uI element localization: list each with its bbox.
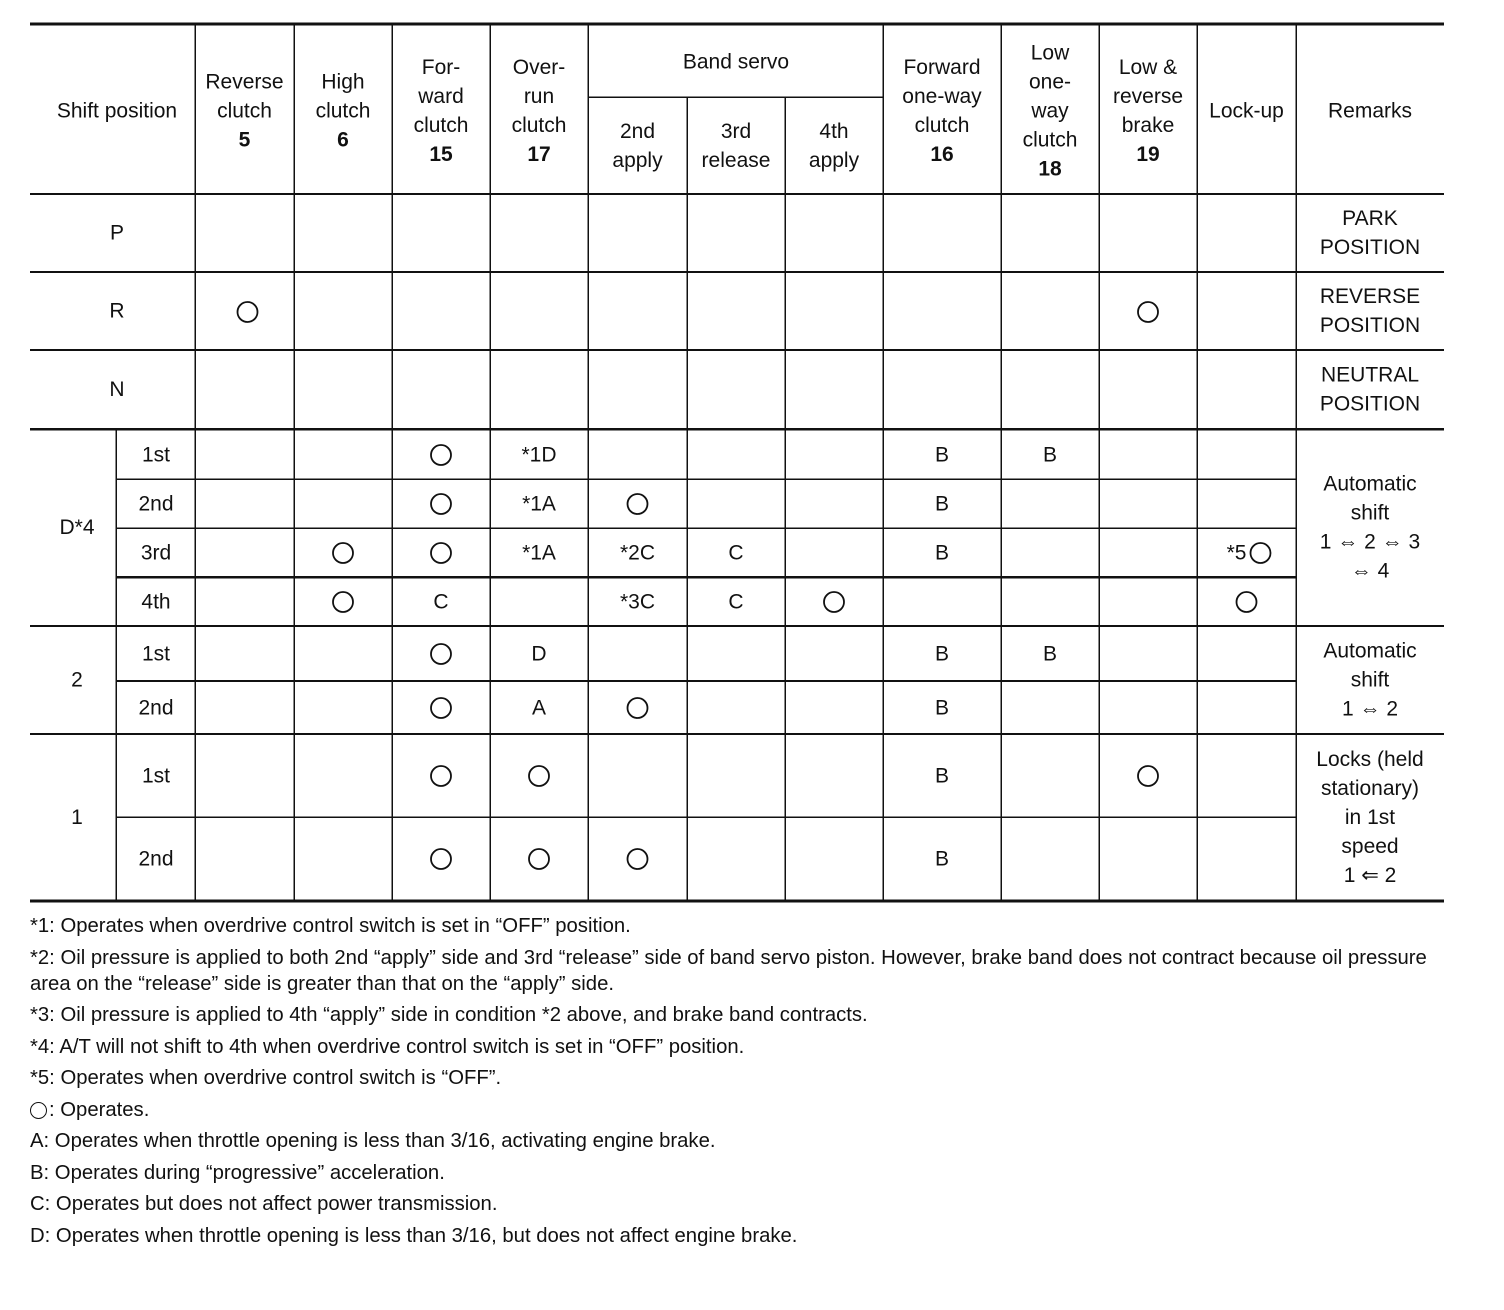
cell-mark: B <box>934 541 950 565</box>
cell-mark: D <box>531 642 547 666</box>
operates-circle-icon <box>1251 543 1271 563</box>
shift-position-label: N <box>109 378 125 401</box>
header-remarks: Remarks <box>1327 99 1413 123</box>
header-column-label: apply <box>612 149 663 172</box>
cell-mark: B <box>934 642 950 666</box>
remarks-text: POSITION <box>1319 236 1421 259</box>
cell-mark: C <box>728 541 744 565</box>
header-column-label: clutch <box>511 114 567 137</box>
cell-mark: C <box>433 590 449 614</box>
footnote-2: *2: Oil pressure is applied to both 2nd “apply” side and 3rd “release” side of band servo piston. However, brake band does not contract because oil pressure area on the “release” side is greater than that on the “apply” side. <box>30 946 1427 995</box>
cell-mark: *1D <box>521 443 557 467</box>
header-column-label: Reverse <box>205 70 284 94</box>
legend-a: A: Operates when throttle opening is less than 3/16, activating engine brake. <box>30 1130 716 1152</box>
shift-position-label: P <box>109 221 125 245</box>
operates-circle-icon <box>824 592 844 612</box>
header-column-label: 4th <box>819 120 849 143</box>
header-column-label: release <box>701 149 771 172</box>
operates-circle-icon <box>529 766 549 786</box>
cell-mark: B <box>934 443 950 467</box>
cell-mark: B <box>1042 642 1058 666</box>
shift-position-label: R <box>109 299 125 323</box>
header-column-label: clutch <box>217 99 272 123</box>
footnote-3: *3: Oil pressure is applied to 4th “apply” side in condition *2 above, and brake band contracts. <box>30 1004 868 1026</box>
gear-label: 1st <box>141 764 171 788</box>
header-column-label: Lock-up <box>1209 99 1284 123</box>
header-column-label: brake <box>1121 114 1175 137</box>
operates-circle-icon <box>628 494 648 514</box>
remarks-text: 1 ⇔ 2 <box>1341 697 1399 721</box>
operates-circle-icon <box>431 698 451 718</box>
gear-label: 1st <box>141 443 171 467</box>
shift-position-label: D*4 <box>59 516 95 539</box>
footnote-4: *4: A/T will not shift to 4th when overdrive control switch is set in “OFF” position. <box>30 1035 745 1058</box>
header-band-servo: Band servo <box>682 50 790 74</box>
operates-circle-icon <box>431 849 451 869</box>
cell-mark: A <box>531 696 547 720</box>
remarks-text: speed <box>1341 835 1399 858</box>
header-column-label: For- <box>421 56 461 79</box>
operates-circle-icon <box>238 302 258 322</box>
operates-circle-icon <box>1138 766 1158 786</box>
operates-circle-icon <box>1138 302 1158 322</box>
remarks-text: POSITION <box>1319 392 1421 416</box>
operates-circle-icon <box>1237 592 1257 612</box>
header-column-label: High <box>321 70 365 94</box>
header-column-label: clutch <box>413 114 469 137</box>
shift-position-label: 2 <box>71 668 83 692</box>
remarks-text: Automatic <box>1323 472 1417 496</box>
cell-mark: B <box>934 764 950 788</box>
cell-mark: *1A <box>522 492 556 516</box>
gear-label: 2nd <box>138 847 174 871</box>
operates-circle-icon <box>333 592 353 612</box>
legend-b: B: Operates during “progressive” acceleration. <box>30 1161 445 1184</box>
remarks-text: in 1st <box>1344 806 1396 829</box>
legend-d: D: Operates when throttle opening is less than 3/16, but does not affect engine brake. <box>30 1224 798 1247</box>
header-column-label: 2nd <box>619 120 656 143</box>
legend-operates <box>30 1097 1470 1123</box>
cell-mark: B <box>934 696 950 720</box>
remarks-text: Locks (held <box>1316 748 1424 771</box>
shift-position-label: 1 <box>71 806 83 829</box>
cell-mark: *5 <box>1226 541 1247 565</box>
header-column-label: Over- <box>512 56 566 79</box>
cell-mark: *2C <box>619 541 656 565</box>
header-column-label: clutch <box>315 99 371 123</box>
operates-circle-icon <box>333 543 353 563</box>
remarks-text: shift <box>1350 501 1390 525</box>
header-column-number: 6 <box>337 128 349 152</box>
remarks-text: PARK <box>1342 207 1398 230</box>
cell-mark: B <box>934 847 950 871</box>
remarks-text: 1 ⇐ 2 <box>1343 864 1397 887</box>
footnotes <box>30 913 1470 1254</box>
header-column-label: run <box>523 85 555 108</box>
operates-circle-icon <box>431 445 451 465</box>
circle-icon <box>30 1102 47 1119</box>
header-column-label: one- <box>1028 70 1072 94</box>
header-column-label: Low & <box>1118 56 1178 79</box>
footnote-1: *1: Operates when overdrive control switch is set in “OFF” position. <box>30 915 631 937</box>
operates-circle-icon <box>628 849 648 869</box>
header-column-label: apply <box>808 149 860 172</box>
operates-circle-icon <box>628 698 648 718</box>
footnote-5: *5: Operates when overdrive control switch is “OFF”. <box>30 1067 502 1089</box>
operates-circle-icon <box>431 644 451 664</box>
cell-mark: *1A <box>522 541 556 565</box>
header-column-number: 17 <box>527 143 551 166</box>
header-column-number: 16 <box>930 143 954 166</box>
header-column-label: Forward <box>903 56 981 79</box>
remarks-text: shift <box>1350 668 1390 692</box>
gear-label: 1st <box>141 642 171 666</box>
remarks-text: NEUTRAL <box>1320 363 1420 387</box>
remarks-text: 1 ⇔ 2 ⇔ 3 <box>1319 530 1421 554</box>
header-column-label: one-way <box>902 85 982 108</box>
gear-label: 2nd <box>138 492 174 516</box>
header-column-number: 5 <box>238 128 251 152</box>
gear-label: 2nd <box>138 696 174 720</box>
header-shift-position: Shift position <box>56 99 178 123</box>
header-column-label: 3rd <box>720 120 752 143</box>
header-column-label: way <box>1031 99 1069 123</box>
header-column-number: 15 <box>429 143 453 166</box>
operates-circle-icon <box>529 849 549 869</box>
cell-mark: C <box>728 590 744 614</box>
remarks-text: stationary) <box>1320 777 1420 800</box>
header-column-number: 19 <box>1136 143 1160 166</box>
operates-circle-icon <box>431 543 451 563</box>
gear-label: 4th <box>141 590 171 614</box>
remarks-text: REVERSE <box>1319 285 1421 308</box>
cell-mark: B <box>1042 443 1058 467</box>
cell-mark: *3C <box>619 590 656 614</box>
header-column-label: reverse <box>1112 85 1184 108</box>
operates-circle-icon <box>431 494 451 514</box>
legend-operates-text: : Operates. <box>49 1098 150 1121</box>
cell-mark: B <box>934 492 950 516</box>
header-column-label: Low <box>1030 41 1070 65</box>
header-column-number: 18 <box>1038 157 1062 181</box>
remarks-text: POSITION <box>1319 314 1421 337</box>
legend-c: C: Operates but does not affect power transmission. <box>30 1193 498 1215</box>
header-column-label: ward <box>418 85 464 108</box>
header-column-label: clutch <box>914 114 970 137</box>
gear-label: 3rd <box>140 541 172 565</box>
operates-circle-icon <box>431 766 451 786</box>
remarks-text: Automatic <box>1323 639 1417 663</box>
remarks-text: ⇔ 4 <box>1350 559 1390 583</box>
header-column-label: clutch <box>1022 128 1078 152</box>
